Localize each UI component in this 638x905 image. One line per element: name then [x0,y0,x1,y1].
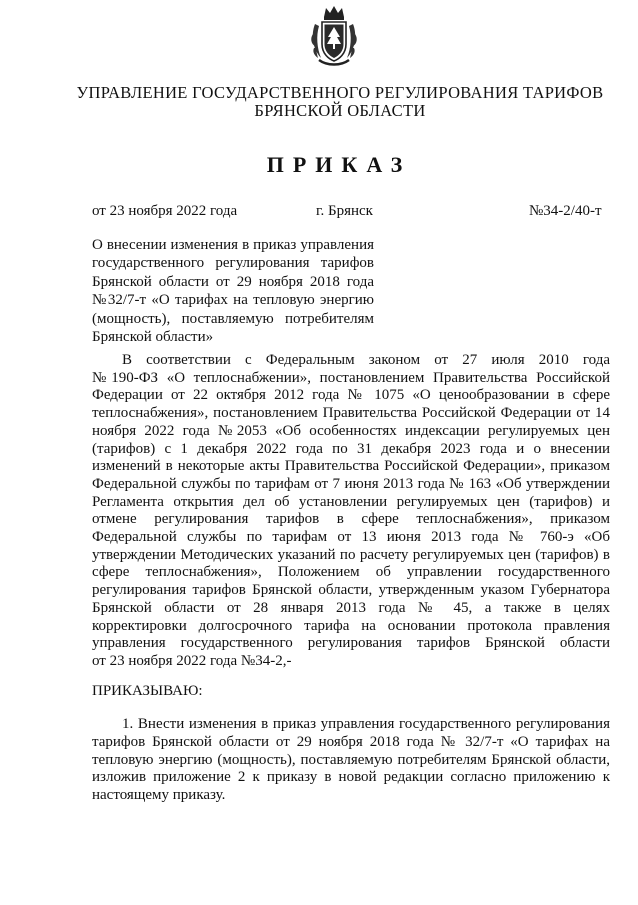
paragraph-line: Федерации от 22 октября 2012 года № 1075 «О ценообразовании в сфере [92,387,610,404]
document-title: ПРИКАЗ [266,152,412,177]
paragraph-line: теплоснабжения», постановлением Правительства Российской Федерации от 14 [92,405,610,422]
paragraph-line: Брянской области от 28 января 2013 года № 45, а также в целях [92,599,610,616]
paragraph-line: (тарифов) с 1 декабря 2022 года по 31 декабря 2023 года и о внесении [92,440,610,457]
subject-line: №32/7-т «О тарифах на тепловую энергию [92,292,374,309]
paragraph-line: Федеральной службы по тарифам от 13 июня 2013 года № 760-э «Об [92,529,610,546]
paragraph-line: от 23 ноября 2022 года №34-2,- [92,652,292,669]
paragraph-line: ноября 2022 года №2053 «Об особенностях индексации регулируемых цен [92,422,610,439]
paragraph-line: В соответствии с Федеральным законом от 27 июля 2010 года [122,352,610,368]
order-item-1 [92,716,610,805]
paragraph-line: сфере теплоснабжения», Положением об управлении государственного [92,564,610,581]
item-line: настоящему приказу. [92,787,226,804]
item-line: 1. Внести изменения в приказ управления государственного регулирования [122,716,610,732]
item-line: тепловую энергию (мощность), поставляемую потребителям Брянской области, [92,751,610,768]
paragraph-line: №190-ФЗ «О теплоснабжении», постановлением Правительства Российской [92,369,610,386]
paragraph-line: Федеральной службы по тарифам от 7 июня 2013 года № 163 «Об утверждении [92,475,610,492]
order-date: от 23 ноября 2022 года [92,203,238,219]
paragraph-line: утверждении Методических указаний по расчету регулируемых цен (тарифов) в [92,546,610,563]
paragraph-line: управления государственного регулирования тарифов Брянской области [92,635,610,652]
subject-line: (мощность), поставляемую потребителям [92,310,374,327]
order-number: №34-2/40-т [529,203,602,219]
preamble-paragraph [92,352,610,671]
organization-name-line-1: УПРАВЛЕНИЕ ГОСУДАРСТВЕННОГО РЕГУЛИРОВАНИЯ ТАРИФОВ [76,83,604,102]
item-line: тарифов Брянской области от 29 ноября 2018 года № 32/7-т «О тарифах на [92,733,610,750]
order-city: г. Брянск [316,203,373,219]
organization-name-line-2: БРЯНСКОЙ ОБЛАСТИ [254,101,426,120]
item-line: изложив приложение 2 к приказу в новой редакции согласно приложению к [92,769,610,786]
paragraph-line: регулирования тарифов Брянской области, утвержденным указом Губернатора [92,582,610,599]
paragraph-line: Регламента открытия дел об установлении регулируемых цен (тарифов) и [92,493,610,510]
order-word: ПРИКАЗЫВАЮ: [92,683,203,699]
subject-line: Брянской области от 29 ноября 2018 года [92,273,374,290]
paragraph-line: отмене регулирования тарифов в сфере теплоснабжения», приказом [92,511,610,528]
coat-of-arms-icon [309,4,359,68]
subject-line: государственного регулирования тарифов [92,255,374,272]
order-subject [92,236,374,346]
subject-line: О внесении изменения в приказ управления [92,237,374,253]
paragraph-line: корректировки долгосрочного тарифа на основании протокола правления [92,617,610,634]
subject-line: Брянской области» [92,329,214,346]
paragraph-line: изменений в некоторые акты Правительства Российской Федерации», приказом [92,458,610,475]
